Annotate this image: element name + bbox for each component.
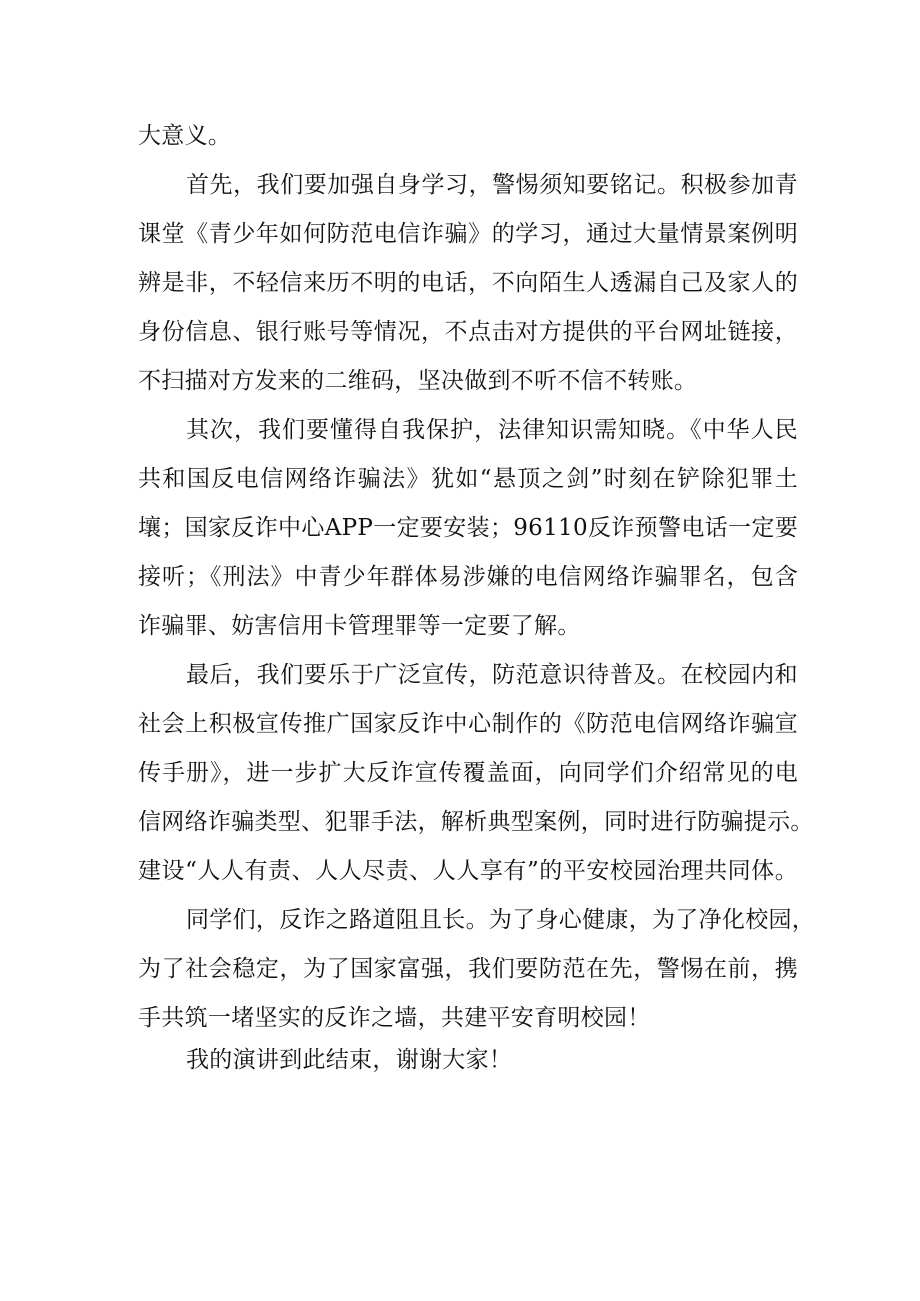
text-line: 最后，我们要乐于广泛宣传，防范意识待普及。在校园内和 — [186, 662, 798, 688]
text-line: 身份信息、银行账号等情况，不点击对方提供的平台网址链接， — [138, 319, 798, 345]
text-line: 建设“人人有责、人人尽责、人人享有”的平安校园治理共同体。 — [138, 858, 798, 884]
text-line: 壤；国家反诈中心APP一定要安装；96110反诈预警电话一定要 — [138, 515, 798, 541]
text-line: 辨是非，不轻信来历不明的电话，不向陌生人透漏自己及家人的 — [138, 270, 798, 296]
text-line: 课堂《青少年如何防范电信诈骗》的学习，通过大量情景案例明 — [138, 221, 798, 247]
text-line: 手共筑一堵坚实的反诈之墙，共建平安育明校园！ — [138, 1005, 651, 1031]
text-line: 诈骗罪、妨害信用卡管理罪等一定要了解。 — [138, 613, 581, 639]
text-line: 信网络诈骗类型、犯罪手法，解析典型案例，同时进行防骗提示。 — [138, 809, 814, 835]
text-line: 传手册》，进一步扩大反诈宣传覆盖面，向同学们介绍常见的电 — [138, 760, 798, 786]
text-line: 其次，我们要懂得自我保护，法律知识需知晓。《中华人民 — [186, 417, 798, 443]
speech-body — [138, 112, 816, 1085]
text-line: 我的演讲到此结束，谢谢大家！ — [186, 1047, 513, 1073]
text-line: 社会上积极宣传推广国家反诈中心制作的《防范电信网络诈骗宣 — [138, 711, 798, 737]
text-line: 不扫描对方发来的二维码，坚决做到不听不信不转账。 — [138, 368, 698, 394]
text-line: 共和国反电信网络诈骗法》犹如“悬顶之剑”时刻在铲除犯罪土 — [138, 466, 798, 492]
text-line: 首先，我们要加强自身学习，警惕须知要铭记。积极参加青 — [186, 172, 798, 198]
text-line: 接听；《刑法》中青少年群体易涉嫌的电信网络诈骗罪名，包含 — [138, 564, 798, 590]
text-line: 为了社会稳定，为了国家富强，我们要防范在先，警惕在前，携 — [138, 956, 798, 982]
text-line: 大意义。 — [138, 123, 232, 149]
text-line: 同学们，反诈之路道阻且长。为了身心健康，为了净化校园， — [186, 907, 816, 933]
